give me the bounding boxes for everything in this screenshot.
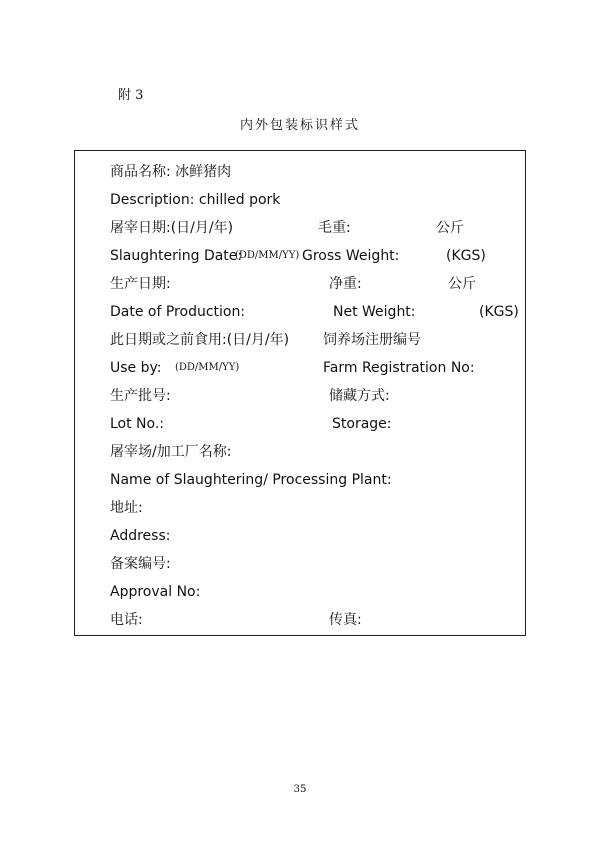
net-weight-en-label: Net Weight: — [333, 304, 416, 320]
row-contact — [75, 610, 525, 630]
row-lot-en — [75, 414, 525, 434]
address-cn-label: 地址: — [110, 500, 143, 516]
approval-cn-label: 备案编号: — [110, 556, 171, 572]
lot-en-label: Lot No.: — [110, 416, 165, 432]
farm-registration-cn-label: 饲养场注册编号 — [323, 332, 421, 348]
unit-kg-cn: 公斤 — [448, 276, 476, 292]
lot-cn-label: 生产批号: — [110, 388, 171, 404]
row-slaughter-cn — [75, 218, 525, 238]
row-use-by-en — [75, 358, 525, 378]
row-plant-en — [75, 470, 525, 490]
unit-kg-cn: 公斤 — [436, 220, 464, 236]
production-date-cn-label: 生产日期: — [110, 276, 171, 292]
annex-label: 附 3 — [118, 88, 144, 103]
row-product-name — [75, 162, 525, 182]
gross-weight-cn-label: 毛重: — [318, 220, 351, 236]
row-production-en — [75, 302, 525, 322]
row-slaughter-en — [75, 246, 525, 266]
approval-en-label: Approval No: — [110, 584, 201, 600]
unit-kgs: (KGS) — [446, 248, 486, 264]
row-address-cn — [75, 498, 525, 518]
row-lot-cn — [75, 386, 525, 406]
page-heading: 内外包装标识样式 — [239, 118, 360, 133]
row-production-cn — [75, 274, 525, 294]
slaughter-date-en-label: Slaughtering Date: — [110, 248, 243, 264]
farm-registration-en-label: Farm Registration No: — [323, 360, 475, 376]
description-label: Description: chilled pork — [110, 192, 281, 208]
use-by-en-label: Use by: — [110, 360, 162, 376]
row-approval-cn — [75, 554, 525, 574]
use-by-cn-label: 此日期或之前食用:(日/月/年) — [110, 332, 290, 348]
net-weight-cn-label: 净重: — [329, 276, 362, 292]
unit-kgs: (KGS) — [479, 304, 519, 320]
storage-cn-label: 储藏方式: — [329, 388, 390, 404]
production-date-en-label: Date of Production: — [110, 304, 246, 320]
page-number: 35 — [293, 784, 307, 795]
plant-name-cn-label: 屠宰场/加工厂名称: — [110, 444, 232, 460]
address-en-label: Address: — [110, 528, 171, 544]
gross-weight-en-label: Gross Weight: — [302, 248, 400, 264]
row-use-by-cn — [75, 330, 525, 350]
storage-en-label: Storage: — [332, 416, 392, 432]
date-format-hint: (DD/MM/YY) — [235, 250, 300, 261]
label-template-box — [74, 150, 526, 636]
date-format-hint: (DD/MM/YY) — [175, 362, 240, 373]
fax-cn-label: 传真: — [329, 612, 362, 628]
row-approval-en — [75, 582, 525, 602]
row-plant-cn — [75, 442, 525, 462]
phone-cn-label: 电话: — [110, 612, 143, 628]
row-address-en — [75, 526, 525, 546]
product-name-label: 商品名称: 冰鲜猪肉 — [110, 164, 232, 180]
slaughter-date-cn-label: 屠宰日期:(日/月/年) — [110, 220, 234, 236]
plant-name-en-label: Name of Slaughtering/ Processing Plant: — [110, 472, 392, 488]
row-description — [75, 190, 525, 210]
